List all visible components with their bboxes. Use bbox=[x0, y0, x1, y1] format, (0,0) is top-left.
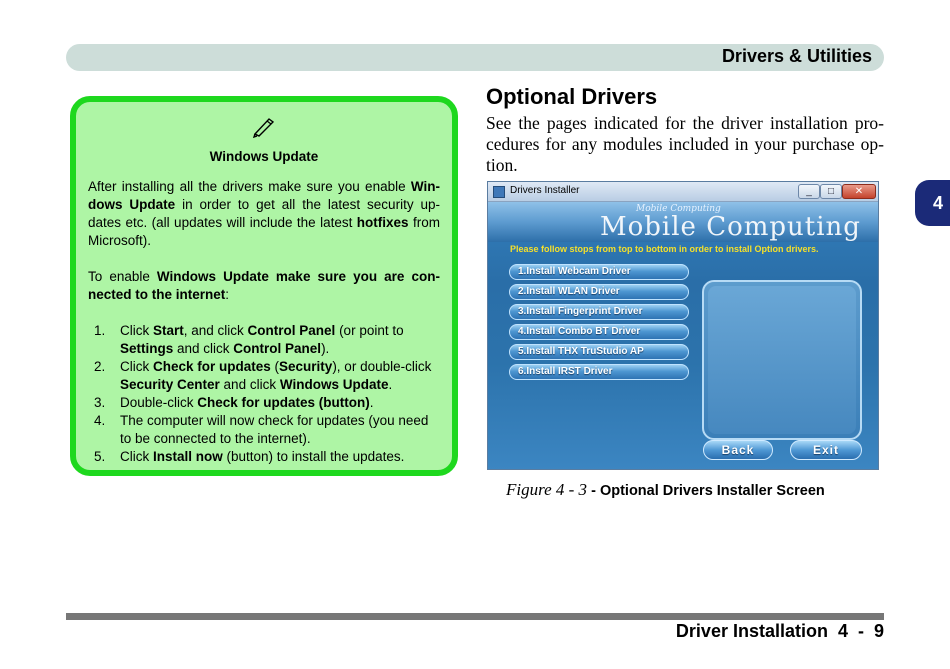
figure-caption-text: - Optional Drivers Installer Screen bbox=[587, 483, 825, 499]
text-run: The computer will now check for updates (you need to be connected to the internet). bbox=[120, 413, 429, 446]
note-steps-list bbox=[88, 322, 440, 466]
step-number: 2. bbox=[94, 359, 106, 374]
banner-logo-text: Mobile Computing bbox=[600, 212, 861, 242]
note-paragraph-1 bbox=[88, 178, 440, 250]
banner-small-text: Mobile Computing bbox=[636, 204, 721, 214]
text-run: Click bbox=[120, 449, 153, 464]
install-fingerprint-driver-button[interactable]: 3.Install Fingerprint Driver bbox=[509, 304, 689, 320]
text-run: ), or double-click bbox=[332, 359, 432, 374]
step-number: 3. bbox=[94, 395, 106, 410]
text-run: Windows Update bbox=[279, 377, 389, 392]
installer-body bbox=[488, 202, 878, 470]
step-item bbox=[88, 394, 440, 412]
text-run: ). bbox=[321, 341, 330, 356]
windows-update-note bbox=[70, 96, 458, 476]
step-item bbox=[88, 358, 440, 394]
step-number: 4. bbox=[94, 413, 106, 428]
window-titlebar bbox=[488, 182, 878, 202]
install-wlan-driver-button[interactable]: 2.Install WLAN Driver bbox=[509, 284, 689, 300]
text-run: Windows Update make sure you are con-nected to the internet bbox=[88, 269, 440, 302]
install-combo-bt-driver-button[interactable]: 4.Install Combo BT Driver bbox=[509, 324, 689, 340]
text-run: Security Center bbox=[120, 377, 220, 392]
text-run: Check for updates (button) bbox=[197, 395, 370, 410]
text-run: Control Panel bbox=[247, 323, 336, 338]
step-item bbox=[88, 448, 440, 466]
drivers-installer-window bbox=[487, 181, 879, 470]
text-run: Install now bbox=[153, 449, 223, 464]
text-run: Click bbox=[120, 323, 153, 338]
text-run: , and click bbox=[183, 323, 248, 338]
text-run: ( bbox=[270, 359, 280, 374]
text-run: Control Panel bbox=[233, 341, 322, 356]
maximize-button[interactable]: □ bbox=[820, 184, 842, 199]
info-panel-inner bbox=[708, 286, 856, 434]
install-webcam-driver-button[interactable]: 1.Install Webcam Driver bbox=[509, 264, 689, 280]
section-title: Optional Drivers bbox=[486, 84, 658, 109]
footer-page-label: Driver Installation 4 - 9 bbox=[675, 621, 884, 641]
figure-number: Figure 4 - 3 bbox=[506, 480, 588, 499]
text-run: in order to get all the latest security up-dates etc. (all updates will include the latest bbox=[88, 197, 440, 230]
install-instruction: Please follow stops from top to bottom in order to install Option drivers. bbox=[510, 244, 819, 254]
minimize-button[interactable]: _ bbox=[798, 184, 820, 199]
step-number: 5. bbox=[94, 449, 106, 464]
text-run: and click bbox=[219, 377, 280, 392]
banner bbox=[488, 202, 878, 242]
text-run: . bbox=[369, 395, 374, 410]
text-run: Start bbox=[153, 323, 184, 338]
header-bar bbox=[66, 44, 884, 71]
install-thx-trustudio-button[interactable]: 5.Install THX TruStudio AP bbox=[509, 344, 689, 360]
text-run: Double-click bbox=[120, 395, 198, 410]
text-run: : bbox=[225, 287, 230, 302]
text-run: (button) to install the updates. bbox=[222, 449, 405, 464]
note-title: Windows Update bbox=[209, 149, 319, 164]
text-run: (or point to bbox=[335, 323, 404, 338]
window-title: Drivers Installer bbox=[510, 185, 580, 196]
footer-rule bbox=[66, 613, 884, 620]
text-run: To enable bbox=[88, 269, 157, 284]
text-run: hotfixes bbox=[356, 215, 409, 230]
step-number: 1. bbox=[94, 323, 106, 338]
text-run: from Microsoft). bbox=[88, 215, 440, 248]
text-run: and click bbox=[173, 341, 234, 356]
text-run: . bbox=[388, 377, 393, 392]
app-icon bbox=[493, 186, 505, 198]
close-button[interactable]: ✕ bbox=[842, 184, 876, 199]
install-irst-driver-button[interactable]: 6.Install IRST Driver bbox=[509, 364, 689, 380]
figure-caption bbox=[506, 480, 825, 500]
text-run: Security bbox=[279, 359, 333, 374]
pencil-icon bbox=[88, 116, 440, 144]
exit-button[interactable]: Exit bbox=[790, 440, 862, 460]
chapter-tab: 4 bbox=[915, 180, 950, 226]
step-item bbox=[88, 412, 440, 448]
info-panel bbox=[702, 280, 862, 440]
text-run: Check for updates bbox=[153, 359, 271, 374]
text-run: Settings bbox=[120, 341, 174, 356]
text-run: After installing all the drivers make sure you enable bbox=[88, 179, 411, 194]
text-run: Click bbox=[120, 359, 153, 374]
section-intro: See the pages indicated for the driver installation pro-cedures for any modules included in your purchase op-tion. bbox=[486, 113, 884, 175]
text-run: Win-dows Update bbox=[88, 179, 440, 212]
note-paragraph-2 bbox=[88, 268, 440, 304]
header-title: Drivers & Utilities bbox=[721, 46, 872, 66]
step-item bbox=[88, 322, 440, 358]
back-button[interactable]: Back bbox=[703, 440, 773, 460]
